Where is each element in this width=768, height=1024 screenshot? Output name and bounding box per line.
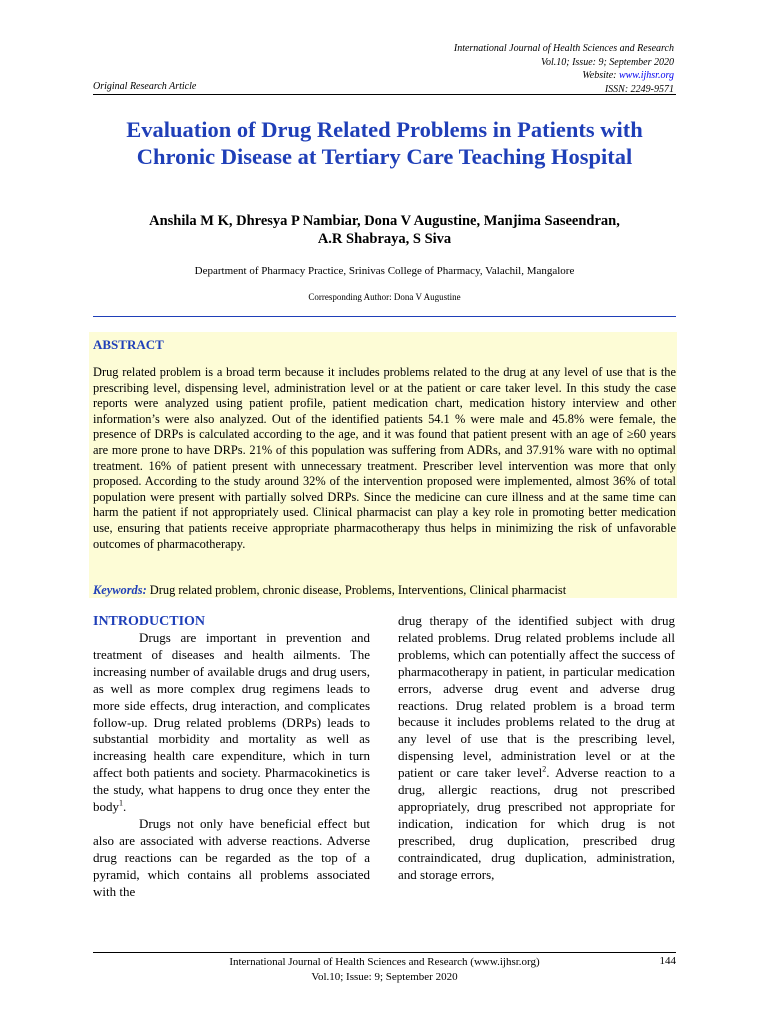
abstract-divider — [93, 316, 676, 317]
intro-paragraph-1: Drugs are important in prevention and treatment of diseases and health ailments. The increasing number of available drugs and drug users, as well as more complex drug regimens leads to more side effects, drug interaction, and complicates follow-up. Drug related problems (DRPs) leads to substantial morbidity and mortality as well as increasing health care expenditure, which in turn affect both patients and society. Pharmacokinetics is the study, what happens to drug once they enter the body$^1$. — [93, 630, 370, 815]
article-type: Original Research Article — [93, 81, 197, 92]
intro-paragraph-3: drug therapy of the identified subject with drug related problems. Drug related problems include all problems, which can potentially affect the success of pharmacotherapy in patient, in particular medication errors, adverse drug event and adverse drug reactions. Drug related problem is a broad term because it includes problems related to the drug at any level of use that is the prescribing level, dispensing level, administration level or at the patient or care taker level$^2$. Adverse reaction to a drug, allergic reactions, drug not prescribed appropriately, drug prescribed not appropriate for indication, indication for which drug is not prescribed, drug duplication, prescribed drug contraindicated, drug duplication, administration, and storage errors, — [398, 613, 675, 882]
page-footer — [93, 955, 676, 985]
body-column-right — [398, 613, 675, 884]
footer-divider — [93, 952, 676, 953]
body-column-left — [93, 613, 370, 901]
affiliation: Department of Pharmacy Practice, Srinivas College of Pharmacy, Valachil, Mangalore — [194, 265, 575, 277]
citation-ref: 2 — [542, 764, 547, 774]
journal-website — [454, 69, 674, 83]
introduction-heading: INTRODUCTION — [93, 614, 206, 629]
authors-line-1: Anshila M K, Dhresya P Nambiar, Dona V Augustine, Manjima Saseendran, — [149, 213, 620, 229]
website-label: Website: — [582, 70, 619, 81]
authors — [93, 212, 676, 248]
corresponding-author: Corresponding Author: Dona V Augustine — [308, 292, 461, 302]
intro-paragraph-2: Drugs not only have beneficial effect but also are associated with adverse reactions. Adverse drug reactions can be regarded as the top of a pyramid, which contains all problems associated with the — [93, 815, 370, 899]
journal-volume: Vol.10; Issue: 9; September 2020 — [540, 56, 674, 68]
abstract-text: Drug related problem is a broad term because it includes problems related to the drug at any level of use that is the prescribing level, dispensing level, administration level or at the patient or care taker level. In this study the case reports were analyzed using patient profile, patient medication chart, medication history interview and other information’s were also analyzed. Out of the identified patients 54.1 % were male and 45.8% were female, the presence of DRPs is calculated according to the age, and it was found that patient present with an age of ≥60 years are more prone to have DRPs. 21% of this population was suffering from ADRs, and 37.91% ware with no optimal treatment. 16% of patient present with unnecessary treatment. Prescriber level intervention was more that only proposed. According to the study around 32% of the intervention proposed were implemented, almost 36% of total population were present with partially solved DRPs. Since the medicine can cure illness and at the same time can harm the patient if not appropriately used. Clinical pharmacist can play a key role in promoting better medication use, ensuring that patients receive appropriate pharmacotherapy thus helps in minimizing the risk of unfavorable outcomes of pharmacotherapy. — [93, 365, 676, 551]
authors-line-2: A.R Shabraya, S Siva — [317, 231, 452, 247]
keywords-list: Drug related problem, chronic disease, Problems, Interventions, Clinical pharmacist — [146, 583, 567, 597]
journal-issn: ISSN: 2249-9571 — [604, 83, 674, 95]
paper-title: Evaluation of Drug Related Problems in Patients with Chronic Disease at Tertiary Care Teaching Hospital — [126, 117, 643, 169]
footer-journal: International Journal of Health Sciences and Research (www.ijhsr.org) — [229, 956, 540, 968]
abstract-heading: ABSTRACT — [93, 337, 164, 352]
website-link[interactable]: www.ijhsr.org — [618, 70, 674, 81]
page-number: 144 — [659, 955, 676, 967]
journal-name: International Journal of Health Sciences and Research — [453, 43, 674, 54]
header-divider — [93, 94, 676, 95]
footer-volume: Vol.10; Issue: 9; September 2020 — [311, 971, 458, 983]
keywords — [93, 583, 676, 598]
citation-ref: 1 — [119, 798, 123, 808]
keywords-label: Keywords: — [93, 583, 147, 597]
journal-header — [454, 42, 674, 96]
